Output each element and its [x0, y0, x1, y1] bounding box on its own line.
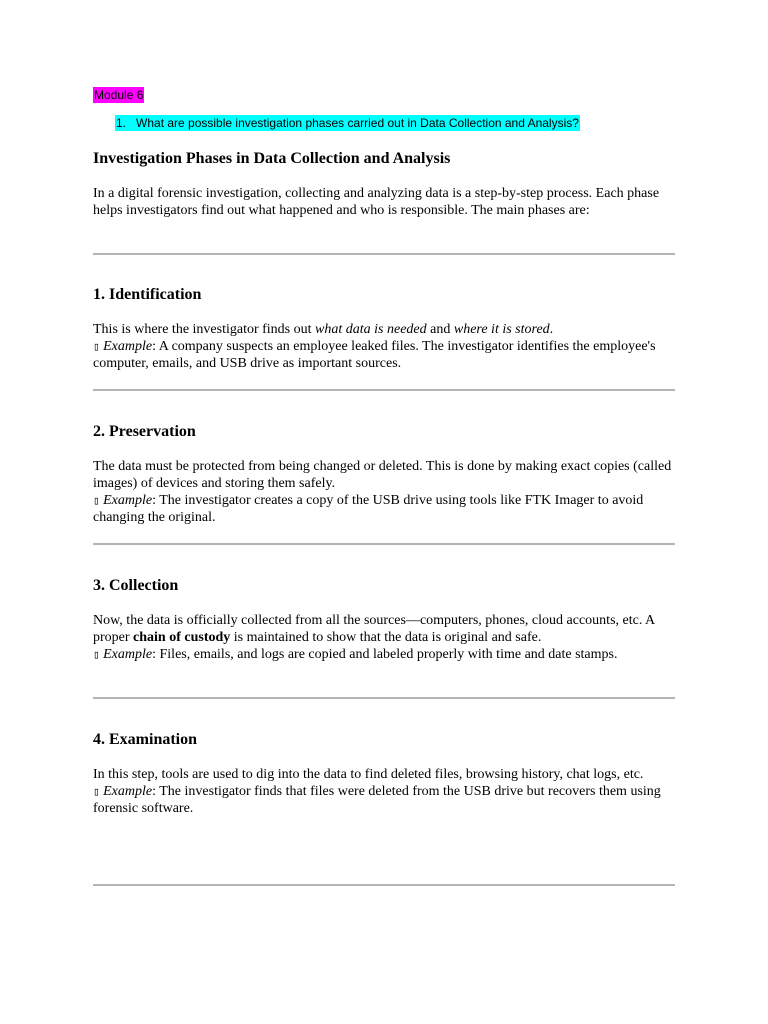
body-text: This is where the investigator finds out — [93, 322, 316, 337]
body-text: Now, the data is officially collected from all the sources—computers, phones, cloud accounts, etc. A proper — [93, 613, 655, 645]
section-body-preservation — [93, 458, 679, 526]
example-label: Example — [103, 647, 153, 662]
example-label: Example — [103, 493, 153, 508]
intro-paragraph: In a digital forensic investigation, collecting and analyzing data is a step-by-step process. Each phase helps investigators find out what happened and who is responsible. The main phases are: — [93, 186, 660, 218]
body-text: . — [549, 322, 554, 337]
missing-glyph-icon: ▯ — [93, 648, 100, 661]
module-label: Module 6 — [94, 88, 144, 102]
example-text: : The investigator finds that files were deleted from the USB drive but recovers them using forensic software. — [93, 784, 661, 816]
example-label: Example — [103, 339, 153, 354]
section-title-collection: 3. Collection — [93, 577, 179, 594]
example-text: : Files, emails, and logs are copied and labeled properly with time and date stamps. — [152, 647, 618, 662]
missing-glyph-icon: ▯ — [93, 785, 100, 798]
example-text: : The investigator creates a copy of the USB drive using tools like FTK Imager to avoid changing the original. — [93, 493, 644, 525]
example-text: : A company suspects an employee leaked files. The investigator identifies the employee's computer, emails, and USB drive as important sources. — [93, 339, 656, 371]
body-text: In this step, tools are used to dig into the data to find deleted files, browsing history, chat logs, etc. — [93, 767, 644, 782]
divider — [93, 697, 675, 699]
section-title-examination: 4. Examination — [93, 731, 198, 748]
section-title-identification: 1. Identification — [93, 286, 202, 303]
page-title: Investigation Phases in Data Collection and Analysis — [93, 150, 451, 167]
bold-text: chain of custody — [133, 630, 231, 645]
body-text: is maintained to show that the data is original and safe. — [230, 630, 542, 645]
divider — [93, 389, 675, 391]
example-label: Example — [103, 784, 153, 799]
body-text: The data must be protected from being changed or deleted. This is done by making exact copies (called images) of devices and storing them safely. — [93, 459, 672, 491]
question-item — [115, 115, 580, 131]
divider — [93, 253, 675, 255]
divider — [93, 543, 675, 545]
section-body-identification — [93, 321, 679, 372]
missing-glyph-icon: ▯ — [93, 340, 100, 353]
emphasis-text: what data is needed — [315, 322, 427, 337]
body-text: and — [426, 322, 454, 337]
question-number: 1. — [116, 116, 127, 130]
emphasis-text: where it is stored — [453, 322, 550, 337]
section-title-preservation: 2. Preservation — [93, 423, 196, 440]
section-body-examination — [93, 766, 679, 817]
divider — [93, 884, 675, 886]
section-body-collection — [93, 612, 679, 663]
question-text: What are possible investigation phases carried out in Data Collection and Analysis? — [136, 116, 579, 130]
missing-glyph-icon: ▯ — [93, 494, 100, 507]
